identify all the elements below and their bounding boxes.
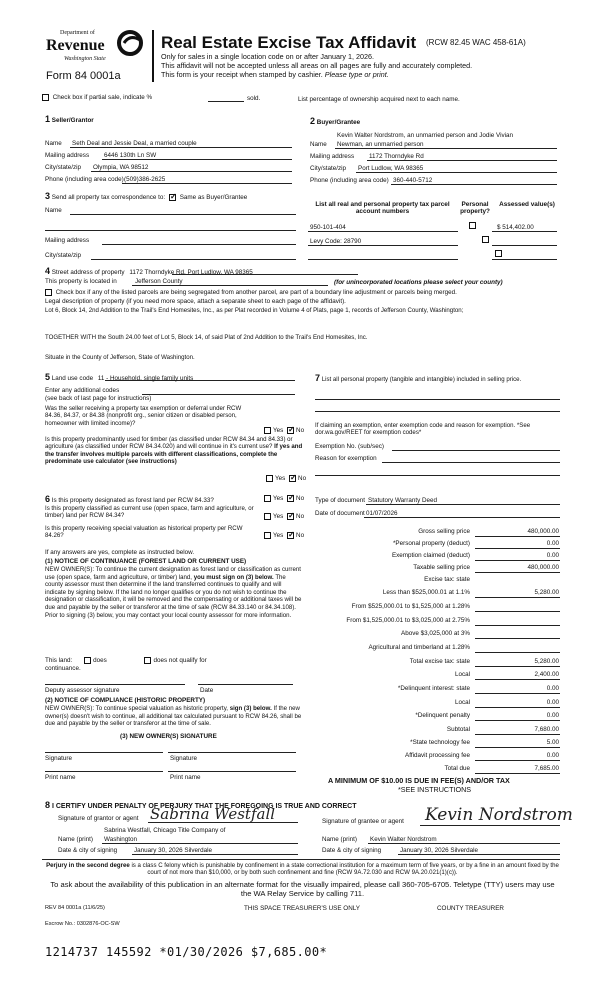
tax-value[interactable]: 5,280.00: [475, 658, 560, 667]
additional-codes-label: Enter any additional codes: [45, 387, 120, 394]
seller-mailing-line: [102, 159, 292, 160]
forest-no-checkbox[interactable]: [287, 495, 294, 502]
assessed-col-header: Assessed value(s): [499, 201, 555, 208]
deputy-sig-field[interactable]: [45, 684, 185, 685]
sec3-city-field[interactable]: [91, 259, 296, 260]
personal-3-checkbox[interactable]: [495, 250, 502, 257]
tax-value[interactable]: [475, 644, 560, 653]
sec5-q2-answer: Yes ✓ No: [262, 475, 306, 482]
tax-value[interactable]: 0.00: [475, 752, 560, 761]
additional-codes-note: (see back of last page for instructions): [45, 395, 152, 402]
exemption-no-field[interactable]: [392, 450, 560, 451]
dept-line2: Revenue: [46, 37, 105, 54]
print-label-2: Print name: [170, 774, 201, 781]
buyer-name-line: [335, 148, 557, 149]
partial-sale-checkbox[interactable]: [42, 94, 49, 101]
tax-row: Total due 7,685.00: [444, 765, 559, 772]
legal-desc-2[interactable]: TOGETHER WITH the South 24.00 feet of Lot 5, Block 14, of said Plat of 2nd Addition to the Trail's End Homesites, Inc.: [45, 334, 368, 341]
tax-row: From $1,525,000.01 to $3,025,000 at 2.75%: [300, 617, 560, 628]
partial-sale-percent-field[interactable]: [208, 101, 244, 102]
grantee-name[interactable]: Kevin Walter Nordstrom: [370, 836, 437, 843]
minimum-fee-note: A MINIMUM OF $10.00 IS DUE IN FEE(S) AND/OR TAX: [328, 776, 510, 785]
assessed-3-line: [492, 259, 557, 260]
treasurer-space: THIS SPACE TREASURER'S USE ONLY: [244, 905, 360, 912]
exemption-reason-field[interactable]: [382, 462, 560, 463]
seller-city-line: [91, 171, 292, 172]
grantor-date[interactable]: January 30, 2026 Silverdale: [134, 847, 213, 854]
partial-sale-sold: sold.: [247, 95, 261, 102]
grantor-signature[interactable]: Sabrina Westfall: [150, 805, 276, 823]
grantor-sig-line: [148, 822, 298, 823]
footer-divider: [42, 859, 560, 860]
sec6-q1: 6 Is this property designated as forest land per RCW 84.33?: [45, 494, 214, 504]
doc-date-label: Date of document: [315, 510, 365, 517]
personal-2-checkbox[interactable]: [482, 236, 489, 243]
revenue-swoosh-icon: [116, 30, 144, 56]
seller-city-label: City/state/zip: [45, 164, 82, 171]
exemption-no-label: Exemption No. (sub/sec): [315, 443, 384, 450]
parcel-col-header: List all real and personal property tax parcel account numbers: [315, 201, 450, 216]
exemption-reason-field-2[interactable]: [315, 475, 560, 476]
seller-name-line: [70, 147, 292, 148]
parcel-1-line: [308, 231, 458, 232]
street-line: [172, 274, 358, 275]
legal-label: Legal description of property (if you need more space, attach a separate sheet to each page of the affidavit).: [45, 298, 346, 305]
buyer-city[interactable]: Port Ludlow, WA 98365: [358, 165, 424, 172]
sec5-row: 5 Land use code 11 - Household, single family units: [45, 372, 194, 382]
sec3-extra-field[interactable]: [45, 230, 296, 231]
sec5-q2: Is this property predominantly used for timber (as classified under RCW 84.34 and 84.33) or agriculture (as classified under RCW 84.34.020) and will continue in it's current use? If yes and the transfer involves multiple parcels with different classifications, complete the predominate use calculator (see instructions): [45, 436, 303, 465]
buyer-phone-line: [391, 184, 557, 185]
q2-no-checkbox[interactable]: [289, 475, 296, 482]
sec7-line-1[interactable]: [315, 399, 560, 400]
tax-row: *State technology fee 5.00: [410, 739, 559, 746]
tax-value[interactable]: 7,685.00: [475, 765, 560, 774]
certify-statement: 8 I CERTIFY UNDER PENALTY OF PERJURY THAT THE FOREGOING IS TRUE AND CORRECT: [45, 800, 357, 810]
buyer-city-label: City/state/zip: [310, 165, 347, 172]
buyer-mailing[interactable]: 1172 Thorndyke Rd: [369, 153, 424, 160]
seller-name[interactable]: Seth Deal and Jessie Deal, a married couple: [72, 140, 197, 147]
partial-sale-row: Check box if partial sale, indicate %: [42, 94, 152, 101]
new-owner-print-2[interactable]: [168, 771, 296, 772]
see-instructions: *SEE INSTRUCTIONS: [398, 785, 472, 794]
deputy-sig-label: Deputy assessor signature: [45, 687, 120, 694]
new-owner-sig-2[interactable]: [168, 752, 296, 753]
county-line: [132, 285, 328, 286]
this-land-row: This land: does does not qualify for: [45, 657, 207, 665]
sec4-street-row: 4 Street address of property 1172 Thorndyke Rd, Port Ludlow, WA 98365: [45, 266, 253, 276]
grantor-name[interactable]: Washington: [104, 836, 138, 843]
located-label: This property is located in: [45, 278, 117, 285]
property-street[interactable]: 1172 Thorndyke Rd, Port Ludlow, WA 98365: [129, 269, 253, 276]
exemption-claim: If claiming an exemption, enter exemption code and reason for exemption. *See dor.wa.gov/REET for exemption codes*: [315, 422, 531, 437]
tax-row: Excise tax: state: [424, 576, 470, 583]
alt-format-notice: To ask about the availability of this publication in an alternate format for the visually impaired, please call 360-705-6705. Teletype (TTY) users may use the WA Relay Service by calling 711.: [50, 880, 555, 899]
sec6-q1-answer: Yes ✓ No: [262, 495, 304, 502]
header-divider: [152, 30, 154, 82]
sec3-mailing-field[interactable]: [102, 244, 296, 245]
q1-yes-checkbox[interactable]: [264, 427, 271, 434]
segregated-row: Check box if any of the listed parcels are being segregated from another parcel, are part of a boundary line adjustment or parcels being merged.: [45, 289, 457, 296]
grantee-name-line: [368, 843, 560, 844]
grantee-signature[interactable]: Kevin Nordstrom: [425, 805, 573, 825]
dept-line1: Department of: [60, 30, 95, 36]
tax-row: Agricultural and timberland at 1.28%: [300, 644, 560, 655]
tax-value[interactable]: 480,000.00: [475, 564, 560, 573]
deputy-date-field[interactable]: [198, 684, 293, 685]
notice2-text: NEW OWNER(S): To continue special valuation as historic property, sign (3) below. If the new owner(s) doesn't wish to continue, all additional tax calculated pursuant to RCW 84.26, shall be due and payable by the seller or transferor at the time of sale.: [45, 705, 302, 728]
tax-row: Affidavit processing fee 0.00: [405, 752, 559, 759]
sec7-line-2[interactable]: [315, 411, 560, 412]
sec3-mailing-label: Mailing address: [45, 237, 90, 244]
header-note-3: This form is your receipt when stamped by cashier. Please type or print.: [161, 70, 389, 79]
notice1-text: NEW OWNER(S): To continue the current designation as forest land or classification as current use (open space, farm and agriculture, or timber) land, you must sign on (3) below. The county assessor must then determine if the land transferred continues to qualify and will indicate by signing below. If the land no longer qualifies or you do not wish to continue the designation or classification, it will be removed and the compensating or additional taxes will be due and payable by the seller or transferor at the time of sale (RCW 84.33.140 or 84.34.108). Prior to signing (3) below, you may contact your local county assessor for more information.: [45, 566, 302, 619]
grantor-agent[interactable]: Sabrina Westfall, Chicago Title Company of: [104, 827, 226, 834]
tax-row: Gross selling price 480,000.00: [418, 528, 559, 535]
doc-type-line: [366, 504, 560, 505]
doc-date-line: [364, 517, 560, 518]
tax-row: Total excise tax: state 5,280.00: [409, 658, 559, 665]
notice2-title: (2) NOTICE OF COMPLIANCE (HISTORIC PROPERTY): [45, 697, 206, 704]
sec3-city-label: City/state/zip: [45, 252, 82, 259]
tax-row: Above $3,025,000 at 3%: [300, 630, 560, 641]
print-label-1: Print name: [45, 774, 76, 781]
buyer-phone[interactable]: 360-440-5712: [393, 177, 433, 184]
deputy-date-label: Date: [200, 687, 214, 694]
tax-value[interactable]: 0.00: [475, 685, 560, 694]
tax-value[interactable]: [475, 617, 560, 626]
tax-row: Exemption claimed (deduct) 0.00: [391, 552, 559, 559]
historic-yes-checkbox[interactable]: [264, 532, 271, 539]
assessed-1-line: [492, 231, 557, 232]
grantor-date-line: [132, 854, 298, 855]
sig-label-1: Signature: [45, 755, 72, 762]
parcel-3-line: [308, 259, 458, 260]
grantee-date[interactable]: January 30, 2026 Silverdale: [400, 847, 479, 854]
grantor-sig-label: Signature of grantor or agent: [58, 815, 139, 822]
additional-codes-field[interactable]: [142, 394, 295, 395]
legal-desc-3[interactable]: Situate in the County of Jefferson, State of Washington.: [45, 354, 195, 361]
q1-no-checkbox[interactable]: [287, 427, 294, 434]
historic-no-checkbox[interactable]: [287, 532, 294, 539]
tax-value[interactable]: 5,280.00: [475, 589, 560, 598]
notice1-title: (1) NOTICE OF CONTINUANCE (FOREST LAND OR CURRENT USE): [45, 558, 247, 565]
perjury-notice: Perjury in the second degree is a class C felony which is punishable by confinement in a state correctional institution for a maximum term of five years, or by a fine in an amount fixed by the court of not more than $10,000, or by both such confinement and fine (RCW 9A.72.030 and RCW 9A.20.021(1)(c)).: [46, 862, 559, 877]
buyer-mailing-label: Mailing address: [310, 153, 355, 160]
buyer-name-line2[interactable]: Newman, an unmarried person: [337, 141, 424, 148]
tax-value[interactable]: 0.00: [475, 712, 560, 721]
sec6-if-yes: If any answers are yes, complete as instructed below.: [45, 549, 195, 556]
seller-name-label: Name: [45, 140, 62, 147]
seller-mailing-label: Mailing address: [45, 152, 90, 159]
new-owner-print-1[interactable]: [45, 771, 163, 772]
personal-1-checkbox[interactable]: [469, 222, 476, 229]
sec6-q2: Is this property classified as current use (open space, farm and agriculture, or timber) land per RCW 84.34?: [45, 505, 254, 520]
sec6-q3: Is this property receiving special valuation as historical property per RCW 84.26?: [45, 525, 243, 540]
sec5-q1-answer: Yes ✓ No: [262, 427, 304, 434]
tax-value[interactable]: 2,400.00: [475, 671, 560, 680]
form-rcw: (RCW 82.45 WAC 458-61A): [426, 38, 526, 47]
buyer-name-label: Name: [310, 141, 327, 148]
grantee-sig-label: Signature of grantee or agent: [322, 818, 404, 825]
land-use-code[interactable]: 11 - Household, single family units: [97, 375, 194, 382]
legal-desc-1[interactable]: Lot 6, Block 14, 2nd Addition to the Trail's End Homesites, Inc., as per Plat recorded in Volume 4 of Plats, page 1, records of Jefferson County, Washington;: [45, 307, 464, 314]
personal-col-header: Personal property?: [460, 201, 490, 216]
tax-value[interactable]: 480,000.00: [475, 528, 560, 537]
seller-city[interactable]: Olympia, WA 98512: [93, 164, 149, 171]
new-owner-sig-1[interactable]: [45, 752, 163, 753]
tax-value[interactable]: 7,680.00: [475, 726, 560, 735]
tax-value[interactable]: [475, 630, 560, 639]
buyer-phone-label: Phone (including area code): [310, 177, 389, 184]
tax-row: Less than $525,000.01 at 1.1% 5,280.00: [382, 589, 559, 596]
sec3-name-label: Name: [45, 207, 62, 214]
same-as-buyer-checkbox[interactable]: [169, 194, 176, 201]
sec3-name-field[interactable]: [70, 214, 296, 215]
tax-row: From $525,000.01 to $1,525,000 at 1.28%: [300, 603, 560, 614]
tax-row: Local 2,400.00: [454, 671, 559, 678]
grantee-date-line: [398, 854, 560, 855]
seller-phone-label: Phone (including area code): [45, 176, 124, 183]
tax-row: Taxable selling price 480,000.00: [413, 564, 559, 571]
grantee-name-label: Name (print): [322, 836, 357, 843]
seller-phone-line: [122, 183, 292, 184]
tax-value[interactable]: 0.00: [475, 699, 560, 708]
header-note-1: Only for sales in a single location code on or after January 1, 2026.: [161, 52, 374, 61]
form-title: Real Estate Excise Tax Affidavit: [161, 33, 417, 52]
ownership-note: List percentage of ownership acquired next to each name.: [298, 96, 460, 103]
dept-line3: Washington State: [64, 56, 106, 62]
cashier-receipt-stamp: 1214737 145592 *01/30/2026 $7,685.00*: [45, 945, 328, 959]
doc-date[interactable]: 01/07/2026: [366, 510, 398, 517]
sec6-q3-answer: Yes ✓ No: [262, 532, 304, 539]
tax-row: *Delinquent penalty 0.00: [415, 712, 559, 719]
tax-value[interactable]: 0.00: [475, 552, 560, 561]
exemption-reason-label: Reason for exemption: [315, 455, 377, 462]
parcel-2[interactable]: Levy Code: 28790: [310, 238, 362, 245]
tax-row: Local 0.00: [454, 699, 559, 706]
doc-type[interactable]: Statutory Warranty Deed: [368, 497, 438, 504]
buyer-mailing-line: [367, 160, 557, 161]
new-owner-sig-title: (3) NEW OWNER(S) SIGNATURE: [120, 733, 217, 740]
grantee-sig-line: [420, 825, 560, 826]
grantor-name-label: Name (print): [58, 836, 93, 843]
parcel-1[interactable]: 950-101-404: [310, 224, 346, 231]
land-does-checkbox[interactable]: [84, 657, 91, 664]
assessed-1[interactable]: $ 514,402.00: [497, 224, 534, 231]
sec6-q2-answer: Yes ✓ No: [262, 513, 304, 520]
form-number: Form 84 0001a: [46, 70, 121, 82]
grantor-name-line: [102, 843, 298, 844]
buyer-heading: 2 Buyer/Grantee: [310, 116, 361, 126]
assessed-2-line: [492, 245, 557, 246]
tax-value[interactable]: 5.00: [475, 739, 560, 748]
seller-heading: 1 Seller/Grantor: [45, 114, 94, 124]
tax-row: *Personal property (deduct) 0.00: [392, 540, 559, 547]
escrow-number: Escrow No.: 0302876-OC-SW: [45, 921, 120, 927]
sec3-heading: 3 Send all property tax correspondence to: ✓ Same as Buyer/Grantee: [45, 191, 247, 201]
tax-value[interactable]: 0.00: [475, 540, 560, 549]
property-county[interactable]: Jefferson County: [135, 278, 183, 285]
parcel-2-line: [308, 245, 458, 246]
seller-phone[interactable]: (509)386-2625: [124, 176, 166, 183]
grantee-date-label: Date & city of signing: [322, 847, 382, 854]
form-revision: REV 84 0001a (11/6/25): [45, 905, 105, 911]
sig-label-2: Signature: [170, 755, 197, 762]
q2-yes-checkbox[interactable]: [266, 475, 273, 482]
sec5-q1: Was the seller receiving a property tax exemption or deferral under RCW 84.36, 84.37, or 84.38 (nonprofit org., senior citizen or disabled person, homeowner with limited income)?: [45, 405, 242, 427]
land-use-line: [105, 380, 295, 381]
tax-row: *Delinquent interest: state 0.00: [397, 685, 559, 692]
tax-row: Subtotal 7,680.00: [446, 726, 559, 733]
unincorporated-note: (for unincorporated locations please select your county): [334, 279, 503, 286]
current-use-yes-checkbox[interactable]: [264, 513, 271, 520]
doc-type-label: Type of document: [315, 497, 366, 504]
segregated-checkbox[interactable]: [45, 289, 52, 296]
forest-yes-checkbox[interactable]: [264, 495, 271, 502]
county-treasurer: COUNTY TREASURER: [437, 905, 504, 912]
buyer-city-line: [356, 172, 557, 173]
header-note-2: This affidavit will not be accepted unless all areas on all pages are fully and accurately completed.: [161, 61, 473, 70]
land-does-not-checkbox[interactable]: [144, 657, 151, 664]
tax-value[interactable]: [475, 603, 560, 612]
current-use-no-checkbox[interactable]: [287, 513, 294, 520]
seller-mailing[interactable]: 6446 130th Ln SW: [104, 152, 157, 159]
grantor-date-label: Date & city of signing: [58, 847, 118, 854]
continuance-label: continuance.: [45, 665, 81, 672]
buyer-name-line1[interactable]: Kevin Walter Nordstrom, an unmarried person and Jodie Vivian: [337, 132, 514, 139]
sec7-label: 7 List all personal property (tangible and intangible) included in selling price.: [315, 373, 522, 383]
